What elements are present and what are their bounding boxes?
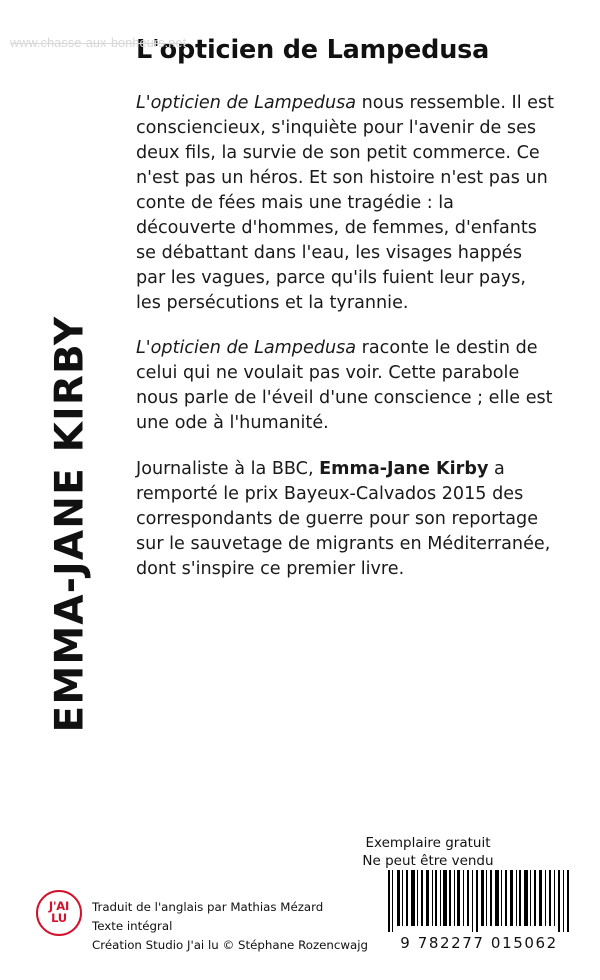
blurb-1-italic-title: L'opticien de Lampedusa xyxy=(136,93,357,114)
blurb-paragraph-1 xyxy=(136,91,556,316)
blurb-paragraph-2 xyxy=(136,336,556,436)
blurb-2-text: raconte le destin de celui qui ne voulait pas voir. Cette parabole nous parle de l'éveil d'une conscience ; elle est une ode à l'humanité. xyxy=(136,338,553,433)
blurb-3-pre: Journaliste à la BBC, xyxy=(136,458,320,479)
author-name-highlight: Emma-Jane Kirby xyxy=(319,458,489,479)
site-watermark: www.chasse-aux-bonheurs.net xyxy=(10,36,187,50)
blurb-paragraph-3 xyxy=(136,457,556,582)
back-cover-content xyxy=(136,36,556,603)
blurb-1-text: nous ressemble. Il est consciencieux, s'inquiète pour l'avenir de ses deux fils, la survie de son petit commerce. Ce n'est pas un héros. Et son histoire n'est pas un conte de fées mais une tragédie : la découverte d'hommes, de femmes, d'enfants se débattant dans l'eau, les visages happés par les vagues, parce qu'ils fuient leur pays, les persécutions et la tyrannie. xyxy=(136,93,555,314)
barcode-block xyxy=(386,870,572,952)
publisher-logo-line-2: LU xyxy=(51,911,67,925)
barcode-number: 9 782277 015062 xyxy=(400,934,558,952)
free-copy-notice xyxy=(298,835,558,871)
credit-design: Création Studio J'ai lu © Stéphane Rozencwajg xyxy=(92,938,369,953)
notice-line-1: Exemplaire gratuit xyxy=(365,835,491,851)
spine-author-name: EMMA-JANE KIRBY xyxy=(47,315,93,733)
credits-block xyxy=(92,898,392,955)
publisher-logo xyxy=(36,890,82,936)
blurb-3-rest: a remporté le prix Bayeux-Calvados 2015 des correspondants de guerre pour son reportage sur le sauvetage de migrants en Méditerranée, dont s'inspire ce premier livre. xyxy=(136,458,551,579)
barcode-icon xyxy=(386,870,572,932)
credit-edition: Texte intégral xyxy=(92,919,173,934)
publisher-logo-line-1: J'AI xyxy=(48,899,70,914)
blurb-2-italic-title: L'opticien de Lampedusa xyxy=(136,338,357,359)
book-spine xyxy=(0,0,120,980)
notice-line-2: Ne peut être vendu xyxy=(362,852,494,869)
credit-translator: Traduit de l'anglais par Mathias Mézard xyxy=(92,900,324,914)
page-title: L'opticien de Lampedusa xyxy=(136,35,490,65)
publisher-logo-text xyxy=(49,901,69,925)
